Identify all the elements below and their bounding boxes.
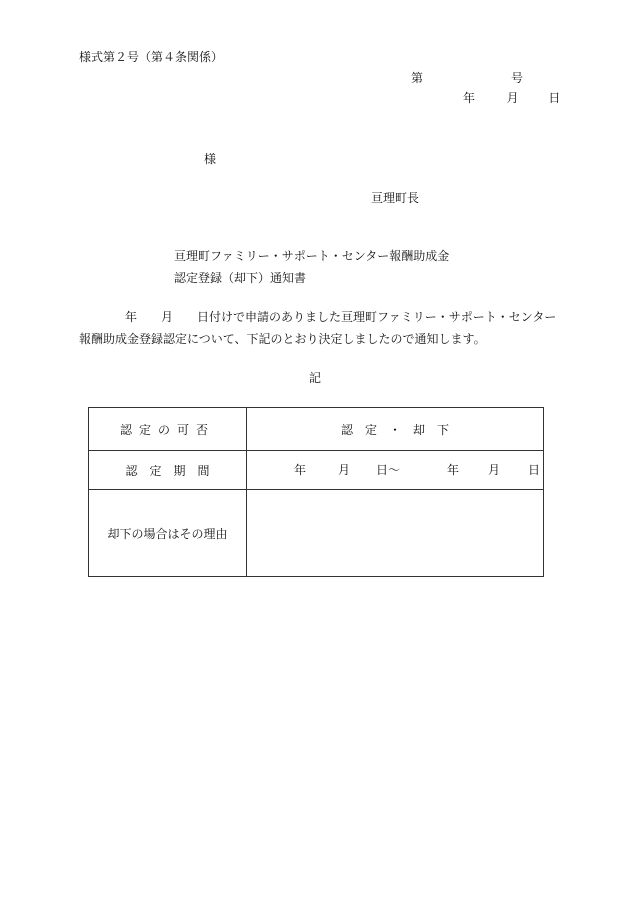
issue-date-year: 年: [463, 91, 476, 105]
approval-value: 認 定 ・ 却 下: [340, 422, 449, 437]
body-line2: 報酬助成金登録認定について、下記のとおり決定しましたので通知します。: [79, 332, 486, 346]
row-reason: [89, 490, 544, 577]
period-label: 認 定 期 間: [125, 463, 210, 478]
body-month: 月: [161, 310, 174, 324]
period-value-cell: [247, 451, 544, 490]
period-start-month: 月: [338, 463, 351, 477]
body-line1: [125, 309, 556, 325]
document-title-line2: 認定登録（却下）通知書: [174, 271, 307, 285]
ki-heading: 記: [309, 371, 322, 385]
row-period: [89, 451, 544, 490]
approval-label-cell: [89, 408, 247, 451]
reason-value-cell: [247, 490, 544, 577]
period-value: [247, 451, 543, 489]
doc-no-prefix: 第: [411, 71, 424, 85]
body-line1-rest: 日付けで申請のありました亘理町ファミリー・サポート・センター: [197, 310, 557, 324]
document-title-line1: 亘理町ファミリー・サポート・センター報酬助成金: [174, 249, 450, 263]
approval-label: 認定の可否: [119, 422, 215, 437]
period-label-cell: [89, 451, 247, 490]
sender-title: 亘理町長: [371, 191, 420, 205]
reason-label: 却下の場合はその理由: [107, 526, 228, 541]
recipient-honorific: 様: [204, 152, 217, 166]
form-number: 様式第２号（第４条関係）: [79, 50, 224, 64]
reason-label-cell: [89, 490, 247, 577]
period-start-year: 年: [294, 463, 307, 477]
issue-date: [463, 90, 560, 106]
period-end-month: 月: [488, 463, 501, 477]
row-approval: [89, 408, 544, 451]
body-year: 年: [125, 310, 138, 324]
approval-value-cell: [247, 408, 544, 451]
period-end-day: 日: [528, 463, 541, 477]
issue-date-day: 日: [548, 91, 561, 105]
decision-table: [88, 407, 544, 577]
period-start-day: 日～: [376, 463, 401, 477]
issue-date-month: 月: [506, 91, 519, 105]
period-end-year: 年: [447, 463, 460, 477]
document-number: [411, 70, 523, 86]
doc-no-suffix: 号: [510, 71, 523, 85]
